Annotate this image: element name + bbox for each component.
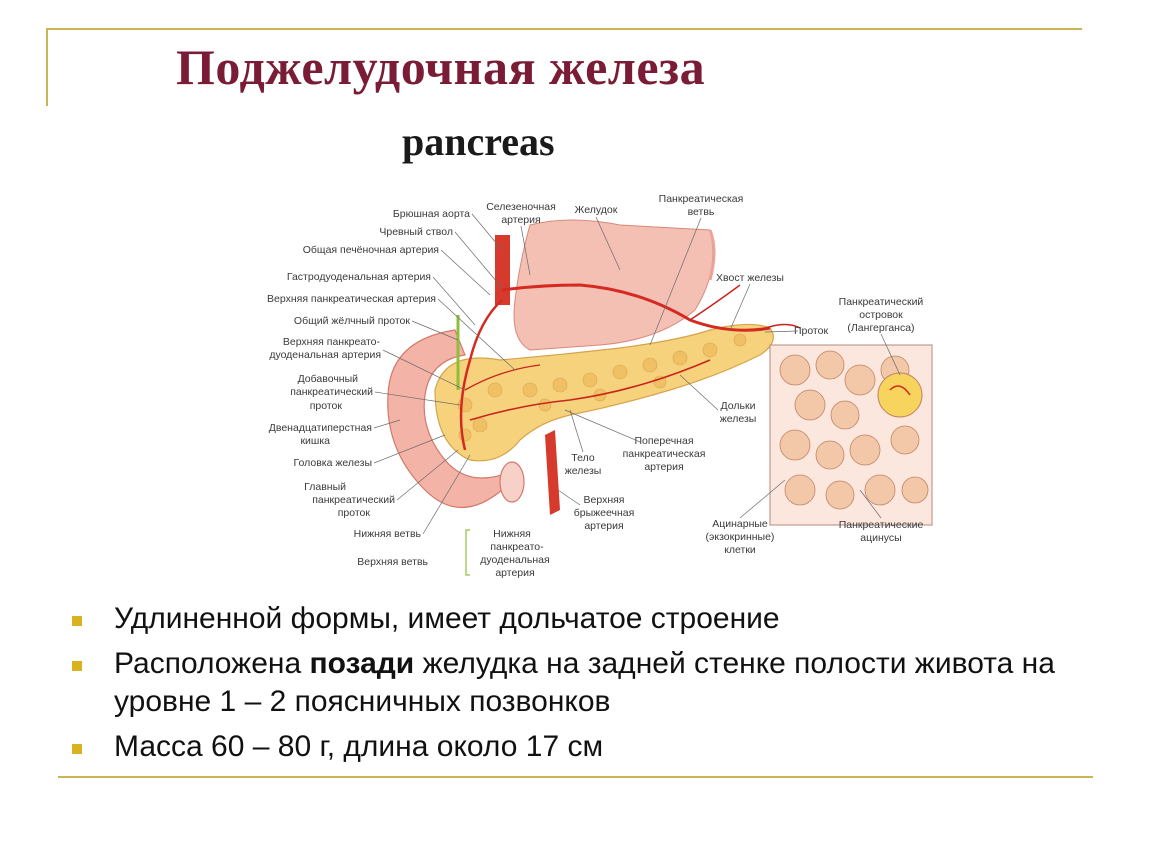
- bullet-list: [70, 600, 1100, 773]
- illustration-label-gastroduodenal-artery: Гастродуоденальная артерия: [286, 271, 431, 283]
- illustration-label-splenic-artery-1: Селезеночная: [486, 201, 556, 213]
- illustration-label-inf-pd-artery-2: панкреато-: [490, 541, 544, 553]
- bullet-marker: [72, 744, 82, 754]
- islet-of-langerhans: [878, 373, 922, 417]
- slide-subtitle: pancreas: [402, 119, 555, 164]
- illustration-label-inf-pd-artery-3: дуоденальная: [480, 554, 550, 566]
- illustration-label-duodenum-2: кишка: [300, 435, 330, 447]
- illustration-label-transverse-artery-3: артерия: [644, 461, 684, 473]
- illustration-label-accessory-duct-3: проток: [309, 400, 342, 412]
- bullet-item-mass: Масса 60 – 80 г, длина около 17 см: [70, 728, 1100, 766]
- illustration-label-acini-2: ацинусы: [860, 532, 902, 544]
- illustration-label-sup-mesenteric-2: брыжеечная: [573, 507, 635, 519]
- illustration-label-acinar-1: Ацинарные: [712, 518, 768, 530]
- illustration-label-accessory-duct-1: Добавочный: [297, 373, 358, 385]
- illustration-label-lobules-1: Дольки: [720, 400, 756, 412]
- aorta-shape: [495, 235, 510, 305]
- illustration-label-main-duct-3: проток: [337, 507, 370, 519]
- illustration-label-sup-mesenteric-1: Верхняя: [583, 494, 625, 506]
- illustration-label-celiac-trunk: Чревный ствол: [379, 226, 453, 238]
- bullet-marker: [72, 661, 82, 671]
- illustration-label-acini-1: Панкреатические: [838, 519, 924, 531]
- illustration-label-islet-3: (Лангерганса): [847, 322, 915, 334]
- frame-left-line: [46, 28, 48, 106]
- frame-top-line: [48, 28, 1082, 30]
- illustration-label-islet-1: Панкреатический: [838, 296, 924, 308]
- illustration-label-pancreatic-branch-1: Панкреатическая: [658, 193, 744, 205]
- bullet-marker: [72, 616, 82, 626]
- illustration-label-superior-pancreatic-artery: Верхняя панкреатическая артерия: [267, 293, 436, 305]
- illustration-label-sup-mesenteric-3: артерия: [584, 520, 624, 532]
- illustration-label-body-1: Тело: [571, 452, 595, 464]
- slide-title: Поджелудочная железа: [176, 39, 706, 95]
- illustration-label-common-bile-duct: Общий жёлчный проток: [293, 315, 410, 327]
- illustration-label-head: Головка железы: [293, 457, 372, 469]
- illustration-label-lobules-2: железы: [719, 413, 757, 425]
- illustration-label-sup-pd-artery-2: дуоденальная артерия: [269, 349, 381, 361]
- frame-bottom-line: [58, 776, 1093, 778]
- illustration-label-inf-pd-artery-4: артерия: [495, 567, 535, 579]
- illustration-label-accessory-duct-2: панкреатический: [290, 386, 373, 398]
- illustration-label-duct: Проток: [793, 325, 829, 337]
- illustration-label-splenic-artery-2: артерия: [501, 214, 541, 226]
- pancreas-anatomy-illustration: [240, 190, 940, 585]
- bullet-item-location: Расположена позади желудка на задней стенке полости живота на уровне 1 – 2 поясничных позвонков: [70, 645, 1100, 721]
- illustration-label-sup-pd-artery-1: Верхняя панкреато-: [282, 336, 380, 348]
- illustration-label-acinar-2: (экзокринные): [705, 531, 775, 543]
- illustration-label-main-duct-1: Главный: [304, 481, 346, 493]
- illustration-label-stomach: Желудок: [574, 204, 618, 216]
- illustration-label-tail: Хвост железы: [716, 272, 784, 284]
- illustration-label-lower-branch: Нижняя ветвь: [353, 528, 421, 540]
- illustration-label-transverse-artery-1: Поперечная: [634, 435, 694, 447]
- illustration-label-islet-2: островок: [859, 309, 903, 321]
- illustration-label-acinar-3: клетки: [724, 544, 756, 556]
- illustration-label-main-duct-2: панкреатический: [312, 494, 395, 506]
- illustration-label-body-2: железы: [564, 465, 602, 477]
- illustration-label-duodenum-1: Двенадцатиперстная: [268, 422, 372, 434]
- illustration-label-upper-branch: Верхняя ветвь: [357, 556, 428, 568]
- illustration-label-abdominal-aorta: Брюшная аорта: [392, 208, 470, 220]
- illustration-label-common-hepatic-artery: Общая печёночная артерия: [302, 244, 439, 256]
- illustration-label-pancreatic-branch-2: ветвь: [687, 206, 715, 218]
- illustration-label-inf-pd-artery-1: Нижняя: [493, 528, 531, 540]
- bullet-item-shape: Удлиненной формы, имеет дольчатое строение: [70, 600, 1100, 638]
- illustration-label-transverse-artery-2: панкреатическая: [622, 448, 706, 460]
